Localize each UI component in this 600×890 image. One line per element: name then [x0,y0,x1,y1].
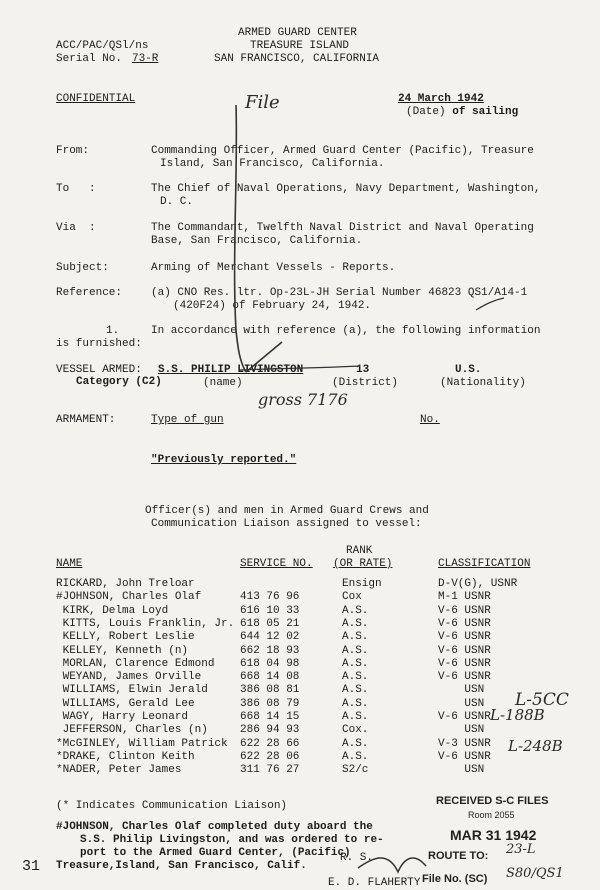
crew-classification: V-6 USNR [438,657,491,670]
page-number: 31 [22,858,41,875]
crew-intro-line2: Communication Liaison assigned to vessel: [151,518,422,530]
crew-rank: A.S. [342,711,369,723]
stamp-date: MAR 31 1942 [450,827,537,843]
crew-name: KITTS, Louis Franklin, Jr. [56,617,235,630]
margin-note-3: L-248B [508,737,563,755]
reference-label: Reference: [56,287,123,299]
crew-row [0,631,600,644]
reference-line1: (a) CNO Res. ltr. Op-23L-JH Serial Number 46823 QS1/A14-1 [151,287,528,299]
stamp-room: Room 2055 [468,810,515,820]
crew-intro-line1: Officer(s) and men in Armed Guard Crews and [145,505,429,517]
crew-row [0,591,600,604]
crew-row [0,684,600,697]
header-center-line1: ARMED GUARD CENTER [238,27,357,39]
crew-name: JEFFERSON, Charles (n) [56,724,208,737]
crew-classification: V-6 USNR [438,671,491,684]
crew-name: *DRAKE, Clinton Keith [56,750,195,763]
vessel-district-caption: (District) [332,377,399,389]
to-label: To : [56,183,96,195]
from-label: From: [56,145,90,157]
via-label: Via : [56,222,96,234]
crew-rank: A.S. [342,617,369,630]
crew-row [0,724,600,737]
crew-rank: A.S. [342,737,369,750]
crew-service-no: 386 08 81 [240,684,300,697]
crew-rank: Cox [342,591,362,604]
vessel-label: VESSEL ARMED: [56,364,142,376]
reference-line2: (420F24) of February 24, 1942. [173,300,372,312]
vessel-name: S.S. PHILIP LIVINGSTON [158,364,304,376]
crew-service-no: 622 28 06 [240,750,300,763]
johnson-note-line2: S.S. Philip Livingston, and was ordered to re- [80,834,384,846]
crew-classification: D-V(G), USNR [438,578,518,590]
crew-row [0,605,600,618]
crew-service-no: 662 18 93 [240,644,300,657]
vessel-district: 13 [356,364,370,376]
from-line2: Island, San Francisco, California. [160,158,385,170]
to-line1: The Chief of Naval Operations, Navy Department, Washington, [151,183,541,195]
crew-rank: Cox. [342,724,369,737]
crew-classification: V-6 USNR [438,631,491,644]
crew-classification: V-3 USNR [438,737,491,750]
vessel-category: Category (C2) [76,376,162,388]
crew-row [0,578,600,591]
crew-name: WAGY, Harry Leonard [56,711,189,723]
crew-rank: A.S. [342,684,369,697]
serial-label: Serial No. [56,53,123,65]
crew-classification: V-6 USNR [438,604,491,617]
vessel-nationality-caption: (Nationality) [440,377,526,389]
via-line1: The Commandant, Twelfth Naval District and Naval Operating [151,222,534,234]
classification-label: CONFIDENTIAL [56,93,136,105]
crew-rank: A.S. [342,657,369,670]
crew-classification: USN [438,724,485,737]
paragraph-line2: is furnished: [56,338,142,350]
crew-service-no: 644 12 02 [240,631,300,644]
crew-name: WILLIAMS, Gerald Lee [56,697,195,710]
crew-row [0,645,600,658]
crew-classification: USN [438,764,485,777]
col-header-classification: CLASSIFICATION [438,558,531,570]
armament-label: ARMAMENT: [56,414,116,426]
crew-rank: A.S. [342,697,369,710]
col-header-service: SERVICE NO. [240,558,313,570]
signature-name: E. D. FLAHERTY [328,877,421,889]
crew-rank: A.S. [342,671,369,684]
crew-service-no: 668 14 15 [240,711,300,723]
margin-note-1: L-5CC [515,690,569,710]
stamp-route-label: ROUTE TO: [428,850,489,862]
stamp-file-label: File No. (SC) [422,873,488,885]
crew-service-no: 668 14 08 [240,671,300,684]
col-header-rank: (OR RATE) [333,558,393,570]
file-handwritten-note: File [245,92,280,113]
received-stamp: RECEIVED S-C FILES [436,795,549,807]
crew-row [0,764,600,777]
vessel-nationality: U.S. [455,364,482,376]
johnson-note-line1: #JOHNSON, Charles Olaf completed duty aboard the [56,821,373,833]
crew-rank: A.S. [342,631,369,644]
crew-service-no: 622 28 66 [240,737,300,750]
gun-type-label: Type of gun [151,414,224,426]
subject-text: Arming of Merchant Vessels - Reports. [151,262,396,274]
crew-service-no: 286 94 93 [240,724,300,737]
via-line2: Base, San Francisco, California. [151,235,363,247]
header-center-line3: SAN FRANCISCO, CALIFORNIA [214,53,380,65]
crew-row [0,658,600,671]
paragraph-number: 1. [106,325,120,337]
ref-code: ACC/PAC/QSl/ns [56,40,149,52]
gun-number-label: No. [420,414,440,426]
crew-classification: USN [438,697,485,710]
previously-reported: "Previously reported." [151,454,297,466]
crew-name: KELLY, Robert Leslie [56,631,195,644]
to-line2: D. C. [160,196,194,208]
crew-classification: V-6 USNR [438,644,491,657]
crew-service-no: 618 05 21 [240,617,300,630]
crew-service-no: 386 08 79 [240,697,300,710]
crew-name: #JOHNSON, Charles Olaf [56,591,202,604]
header-center-line2: TREASURE ISLAND [250,40,350,52]
vessel-name-caption: (name) [203,377,243,389]
paragraph-line1: In accordance with reference (a), the following information [151,325,541,337]
sailing-date: 24 March 1942 [398,93,484,105]
crew-classification: V-6 USNR [438,750,491,763]
from-line1: Commanding Officer, Armed Guard Center (Pacific), Treasure [151,145,534,157]
crew-classification: V-6 USNR [438,711,491,723]
col-header-rank-top: RANK [346,545,373,557]
crew-classification: M-1 USNR [438,591,491,604]
crew-classification: V-6 USNR [438,617,491,630]
crew-row [0,671,600,684]
johnson-note-line4: Treasure,Island, San Francisco, Calif. [56,860,307,872]
crew-service-no: 616 10 33 [240,604,300,617]
crew-service-no: 413 76 96 [240,591,300,604]
liaison-note: (* Indicates Communication Liaison) [56,800,288,812]
crew-rank: Ensign [342,578,382,590]
crew-rank: S2/c [342,764,369,777]
margin-note-2: L-188B [490,706,545,724]
crew-rank: A.S. [342,644,369,657]
stamp-file-value: S80/QS1 [506,866,564,881]
crew-name: KELLEY, Kenneth (n) [56,644,189,657]
subject-label: Subject: [56,262,109,274]
crew-name: WEYAND, James Orville [56,671,202,684]
crew-service-no: 618 04 98 [240,657,300,670]
crew-name: *McGINLEY, William Patrick [56,737,228,750]
crew-name: *NADER, Peter James [56,764,182,777]
stamp-route-value: 23-L [506,842,536,857]
crew-row [0,618,600,631]
date-caption: (Date) of sailing [406,106,519,118]
crew-service-no: 311 76 27 [240,764,300,777]
crew-name: MORLAN, Clarence Edmond [56,657,215,670]
signature-initials: R. S. [340,852,374,864]
crew-name: KIRK, Delma Loyd [56,604,169,617]
crew-rank: A.S. [342,750,369,763]
col-header-name: NAME [56,558,83,570]
crew-rank: A.S. [342,604,369,617]
gross-tonnage-note: gross 7176 [258,390,348,409]
crew-name: WILLIAMS, Elwin Jerald [56,684,208,697]
crew-name: RICKARD, John Treloar [56,578,195,590]
crew-classification: USN [438,684,485,697]
serial-value: 73-R [132,53,159,65]
johnson-note-line3: port to the Armed Guard Center, (Pacific) [80,847,351,859]
